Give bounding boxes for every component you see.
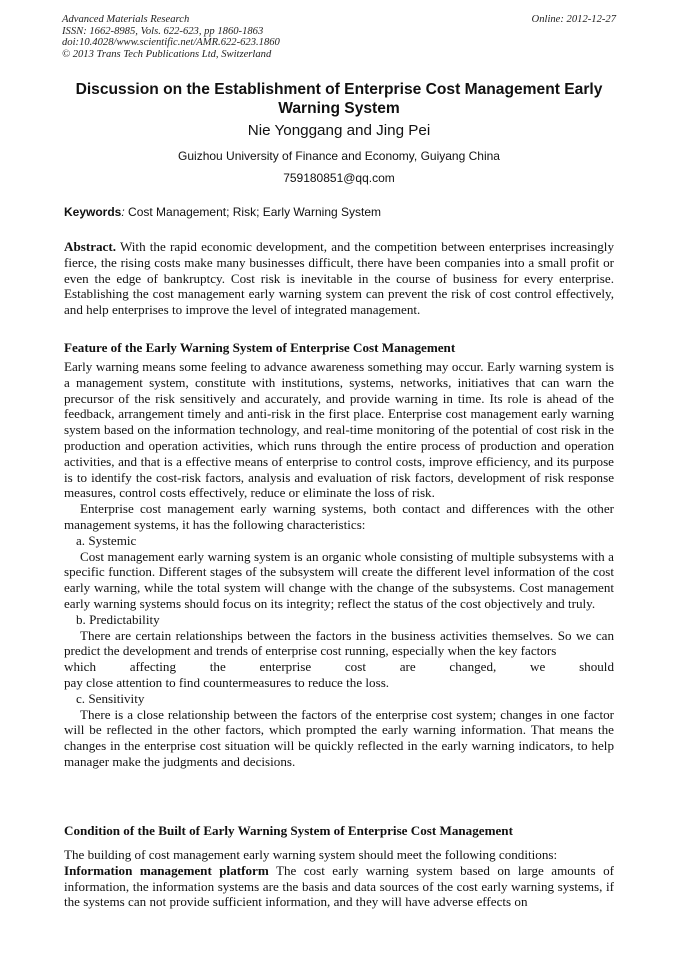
- item-a-text: Cost management early warning system is an organic whole consisting of multiple subsystems with a specific function. Different stages of the subsystem will create the different level information of the cost early warning, while the total system will change with the change of the subsystems. Cost management early warning systems should focus on its integrity; reflect the status of the cost objectively and truly.: [64, 548, 614, 611]
- section1-heading: Feature of the Early Warning System of Enterprise Cost Management: [64, 340, 456, 355]
- section1-para1: Early warning means some feeling to advance awareness something may occur. Early warning system is a management system, constitute with institutions, systems, networks, initiatives that can warn the precursor of the risk sensitively and accurately, and provide warning in time. Its role is ahead of the feedback, arrangement timely and anti-risk in the first place. Enterprise cost management early warning system based on the information technology, and real-time monitoring of the potential of cost risk in the production and operation activities, which runs through the entire process of production and operation activities, and that is a effective means of enterprise to control costs, improve efficiency, and its purpose is to identify the cost-risk factors, analysis and evaluation of risk factors, development of risk response measures, control costs effectively, reduce or eliminate the loss of risk.: [64, 359, 614, 501]
- affiliation: Guizhou University of Finance and Economy, Guiyang China: [178, 149, 500, 163]
- section2-body: [64, 847, 614, 910]
- info-platform-label: Information management platform: [64, 862, 269, 878]
- online-date: Online: 2012-12-27: [531, 14, 616, 25]
- abstract-label: Abstract.: [64, 239, 116, 254]
- copyright-line: © 2013 Trans Tech Publications Ltd, Switzerland: [62, 48, 272, 60]
- author-email: 759180851@qq.com: [283, 171, 395, 185]
- info-platform-text: The cost early warning system based on large amounts of information, the information systems are the basis and data sources of the cost early warning systems, if the systems can not provide sufficient information, and they will have adverse effects on: [64, 862, 614, 910]
- keywords-label: Keywords: [64, 205, 122, 219]
- section1-body: [64, 359, 614, 770]
- item-b-label: b. Predictability: [76, 611, 160, 627]
- abstract: [64, 239, 614, 318]
- item-a-label: a. Systemic: [76, 532, 137, 548]
- journal-name: Advanced Materials Research: [62, 14, 190, 25]
- authors: Nie Yonggang and Jing Pei: [247, 122, 431, 139]
- section2-intro: The building of cost management early warning system should meet the following conditions:: [64, 847, 558, 862]
- item-b-text-3: pay close attention to find countermeasures to reduce the loss.: [64, 674, 390, 690]
- issn-line: ISSN: 1662-8985, Vols. 622-623, pp 1860-1863: [62, 25, 264, 37]
- keywords-sep: :: [121, 205, 125, 219]
- keywords-text: Cost Management; Risk; Early Warning System: [124, 205, 382, 219]
- item-b-text-2: which affecting the enterprise cost are changed, we should: [64, 659, 614, 675]
- abstract-text: With the rapid economic development, and the competition between enterprises increasingly fierce, the rising costs make many businesses difficult, there have been companies into a small profit or even the edge of bankruptcy. Cost risk is inevitable in the course of business for every enterprise. Establishing the cost management early warning system can prevent the risk of cost control effectively, and help enterprises to improve the level of integrated management.: [64, 239, 614, 318]
- keywords: [64, 205, 618, 219]
- doi-line: doi:10.4028/www.scientific.net/AMR.622-623.1860: [62, 37, 280, 49]
- journal-header: [62, 14, 616, 60]
- section1-para2: Enterprise cost management early warning systems, both contact and differences with the other management systems, it has the following characteristics:: [64, 501, 614, 532]
- item-c-label: c. Sensitivity: [76, 690, 145, 706]
- item-c-text: There is a close relationship between the factors of the enterprise cost system; changes in one factor will be reflected in the other factors, which prompted the early warning information. That means the changes in the enterprise cost situation will be quickly reflected in the early warning indicators, to help manager make the judgments and decisions.: [64, 706, 614, 769]
- item-b-text-1: There are certain relationships between the factors in the business activities themselves. So we can predict the development and trends of enterprise cost running, especially when the key factors: [64, 627, 614, 659]
- paper-title: Discussion on the Establishment of Enterprise Cost Management Early Warning System: [75, 81, 603, 117]
- section2-heading: Condition of the Built of Early Warning System of Enterprise Cost Management: [64, 823, 513, 838]
